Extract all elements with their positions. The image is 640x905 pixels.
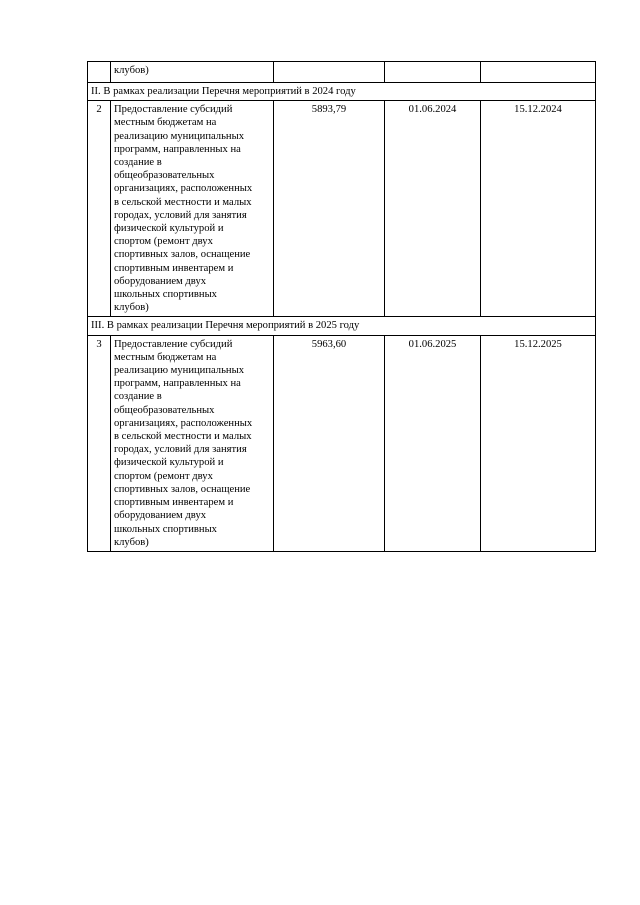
table-row	[88, 101, 596, 317]
row-number-cell: 3	[88, 335, 111, 551]
sum-cell	[274, 62, 385, 83]
sum-cell: 5893,79	[274, 101, 385, 317]
end-date-cell	[481, 62, 596, 83]
sum-cell: 5963,60	[274, 335, 385, 551]
description-cell: Предоставление субсидий местным бюджетам на реализацию муниципальных программ, направленных на создание в общеобразовательных организациях, расположенных в сельской местности и малых городах, условий для занятия физической культурой и спортом (ремонт двух спортивных залов, оснащение спортивным инвентарем и оборудованием двух школьных спортивных клубов)	[111, 101, 274, 317]
section-heading-row	[88, 317, 596, 335]
start-date-cell: 01.06.2025	[385, 335, 481, 551]
row-number-cell	[88, 62, 111, 83]
table-row-continued	[88, 62, 596, 83]
row-number-cell: 2	[88, 101, 111, 317]
end-date-cell: 15.12.2024	[481, 101, 596, 317]
section-heading-2024: II. В рамках реализации Перечня мероприятий в 2024 году	[88, 83, 596, 101]
description-cell: Предоставление субсидий местным бюджетам на реализацию муниципальных программ, направленных на создание в общеобразовательных организациях, расположенных в сельской местности и малых городах, условий для занятия физической культурой и спортом (ремонт двух спортивных залов, оснащение спортивным инвентарем и оборудованием двух школьных спортивных клубов)	[111, 335, 274, 551]
end-date-cell: 15.12.2025	[481, 335, 596, 551]
section-heading-row	[88, 83, 596, 101]
start-date-cell	[385, 62, 481, 83]
description-cell: клубов)	[111, 62, 274, 83]
start-date-cell: 01.06.2024	[385, 101, 481, 317]
measures-table	[87, 61, 596, 552]
section-heading-2025: III. В рамках реализации Перечня мероприятий в 2025 году	[88, 317, 596, 335]
table-row	[88, 335, 596, 551]
